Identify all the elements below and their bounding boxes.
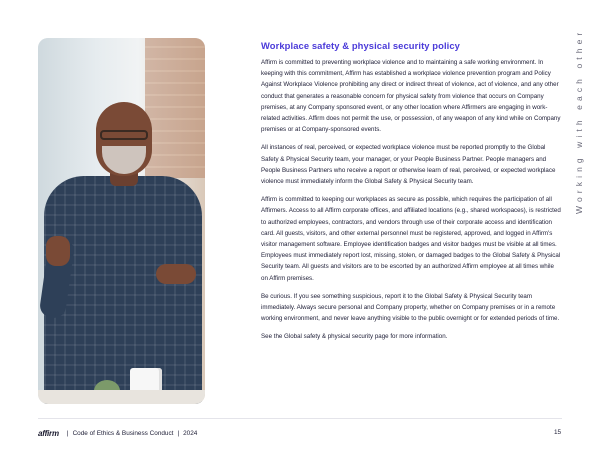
paragraph-more-info: See the Global safety & physical security page for more information. (261, 333, 448, 341)
footer (38, 429, 197, 438)
footer-year: 2024 (183, 430, 198, 437)
paragraph-access: Affirm is committed to keeping our workplaces as secure as possible, which requires the participation of all Affirmers. Access to all Affirm corporate offices, and affiliated locations (e.g., shared workspaces), is restricted to authorized employees, contractors, and vendors through use of their corporate access and identification card. All guests, visitors, and other external personnel must be registered, approved, and logged in Affirm's visitor management software. Employee identification badges and visitor badges must be visible at all times. Employees must immediately report lost, missing, stolen, or damaged badges to the Global Safety & Physical Security team. All guests and visitors are to be escorted by an authorized Affirm employee at all times while on Affirm premises. (261, 196, 561, 282)
affirm-logo: affirm (38, 429, 59, 438)
paragraph-be-curious: Be curious. If you see something suspicious, report it to the Global Safety & Physical Security team immediately. Always secure personal and Company property, whether on Company premises or in a remote working environment, and never leave anything visible to the public overnight or for extended periods of time. (261, 292, 560, 323)
footer-doc-title: Code of Ethics & Business Conduct (72, 430, 174, 437)
section-heading: Workplace safety & physical security policy (261, 40, 460, 51)
brick-wall (145, 38, 205, 178)
person-left-hand (46, 236, 70, 266)
desk-surface (38, 390, 205, 404)
person-glasses (100, 130, 148, 140)
person-right-hand (156, 264, 196, 284)
paragraph-reporting: All instances of real, perceived, or expected workplace violence must be reported promptly to the Global Safety & Physical Security team, your manager, or your People Business Partner. People managers and People Business Partners who receive a report or otherwise learn of real, perceived, or expected workplace violence must immediately inform the Global Safety & Physical Security team. (261, 144, 556, 186)
footer-divider (38, 418, 562, 419)
side-section-label: Working with each other (574, 28, 584, 214)
footer-separator: | (66, 430, 69, 437)
paragraph-commitment: Affirm is committed to preventing workplace violence and to maintaining a safe working environment. In keeping with this commitment, Affirm has established a workplace violence prevention program and Policy Against Workplace Violence prohibiting any direct or indirect threat of violence, act of violence, and any other conduct that generates a reasonable concern for physical safety from violence that occurs on Company premises, at any Company sponsored event, or any other location where Affirmers are engaging in work-related activities. Affirm does not permit the use, or possession, of any weapon of any kind while on Company premises or at Company-sponsored events. (261, 59, 561, 134)
hero-photo (38, 38, 205, 404)
footer-separator-2: | (177, 430, 180, 437)
policy-section (261, 40, 561, 350)
page-number: 15 (554, 429, 562, 436)
